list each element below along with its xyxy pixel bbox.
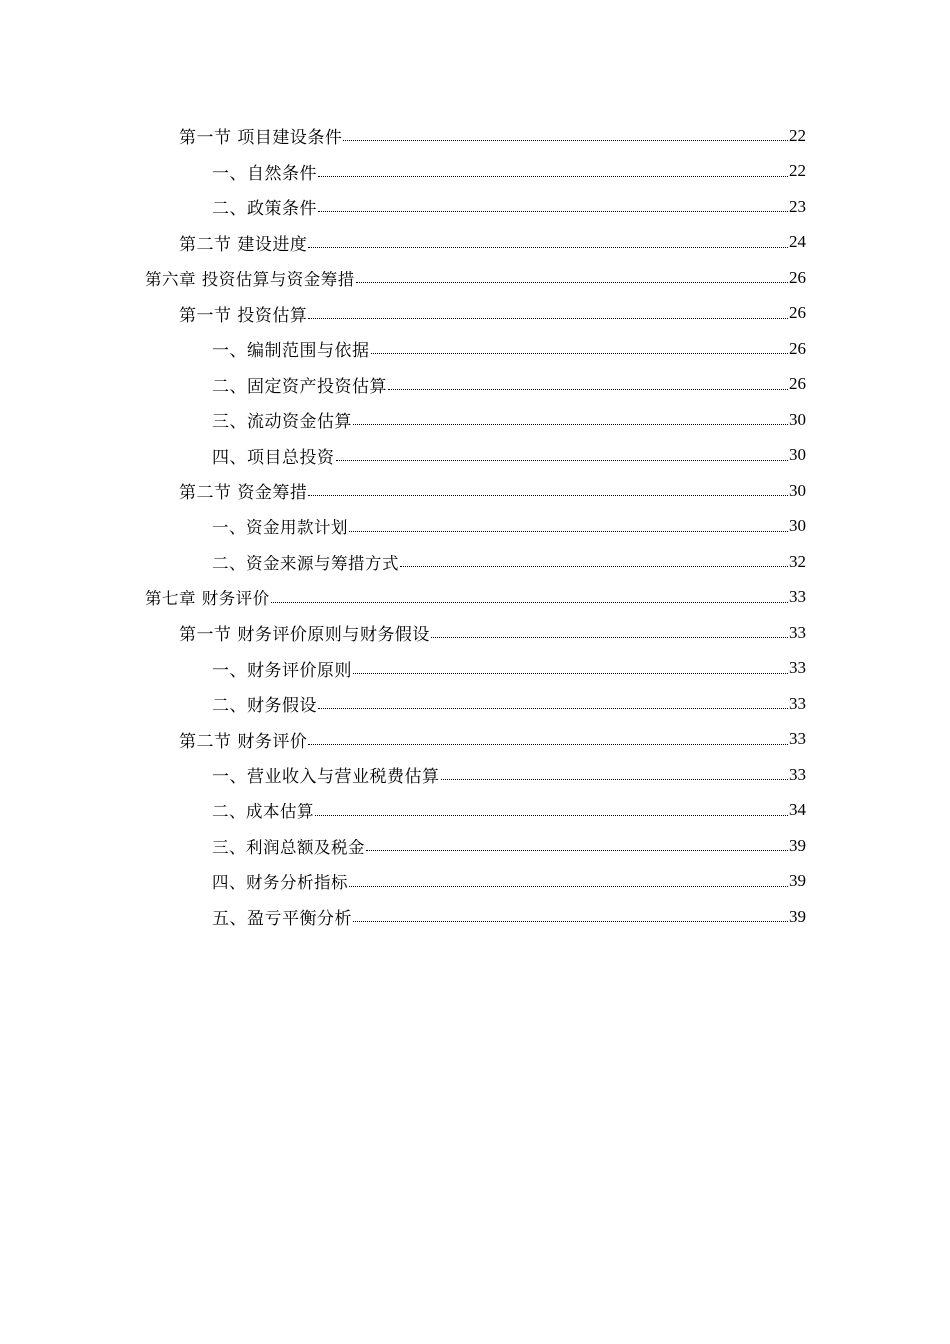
toc-entry-page-number: 26 bbox=[789, 267, 806, 287]
toc-entry-page-number: 33 bbox=[789, 587, 806, 607]
toc-entry-page-number: 30 bbox=[789, 516, 806, 536]
toc-entry-page-number: 39 bbox=[789, 835, 806, 855]
dot-leader bbox=[431, 624, 788, 641]
toc-entry-label: 一、财务评价原则 bbox=[212, 660, 352, 681]
toc-entry-page-number: 23 bbox=[789, 196, 806, 216]
dot-leader bbox=[366, 837, 788, 854]
dot-leader bbox=[388, 376, 788, 393]
dot-leader bbox=[371, 340, 789, 357]
toc-entry-page-number: 30 bbox=[789, 409, 806, 429]
toc-entry-page-number: 30 bbox=[789, 480, 806, 500]
toc-subsection-entry[interactable] bbox=[0, 154, 950, 190]
toc-section-entry[interactable] bbox=[0, 615, 950, 651]
dot-leader bbox=[353, 411, 788, 428]
toc-subsection-entry[interactable] bbox=[0, 402, 950, 438]
toc-section-entry[interactable] bbox=[0, 722, 950, 758]
toc-entry-label: 第二节 建设进度 bbox=[179, 234, 308, 255]
toc-entry-label: 一、营业收入与营业税费估算 bbox=[212, 767, 440, 788]
dot-leader bbox=[343, 127, 788, 144]
toc-section-entry[interactable] bbox=[0, 296, 950, 332]
toc-subsection-entry[interactable] bbox=[0, 899, 950, 935]
toc-entry-page-number: 33 bbox=[789, 693, 806, 713]
toc-entry-page-number: 26 bbox=[789, 374, 806, 394]
toc-subsection-entry[interactable] bbox=[0, 793, 950, 829]
toc-section-entry[interactable] bbox=[0, 225, 950, 261]
toc-subsection-entry[interactable] bbox=[0, 828, 950, 864]
toc-entry-page-number: 33 bbox=[789, 729, 806, 749]
dot-leader bbox=[400, 553, 788, 570]
toc-subsection-entry[interactable] bbox=[0, 864, 950, 900]
toc-entry-label: 一、资金用款计划 bbox=[212, 518, 348, 538]
toc-entry-page-number: 24 bbox=[789, 232, 806, 252]
toc-entry-label: 四、项目总投资 bbox=[212, 447, 335, 468]
toc-entry-page-number: 32 bbox=[789, 551, 806, 571]
toc-section-entry[interactable] bbox=[0, 118, 950, 154]
dot-leader bbox=[308, 482, 788, 499]
toc-entry-label: 四、财务分析指标 bbox=[212, 873, 348, 893]
dot-leader bbox=[318, 198, 788, 215]
toc-entry-page-number: 33 bbox=[789, 658, 806, 678]
toc-entry-label: 二、固定资产投资估算 bbox=[212, 376, 387, 397]
toc-subsection-entry[interactable] bbox=[0, 331, 950, 367]
toc-entry-label: 一、自然条件 bbox=[212, 163, 317, 184]
toc-entry-label: 二、成本估算 bbox=[212, 802, 314, 822]
toc-entry-page-number: 26 bbox=[789, 303, 806, 323]
toc-entry-page-number: 33 bbox=[789, 764, 806, 784]
dot-leader bbox=[308, 305, 788, 322]
toc-entry-label: 三、流动资金估算 bbox=[212, 412, 352, 433]
toc-entry-page-number: 22 bbox=[789, 125, 806, 145]
toc-entry-page-number: 34 bbox=[789, 800, 806, 820]
toc-subsection-entry[interactable] bbox=[0, 367, 950, 403]
toc-entry-label: 第二节 财务评价 bbox=[179, 731, 308, 752]
toc-entry-label: 第一节 投资估算 bbox=[179, 305, 308, 326]
dot-leader bbox=[349, 518, 788, 535]
toc-chapter-entry[interactable] bbox=[0, 260, 950, 296]
toc-entry-label: 二、政策条件 bbox=[212, 199, 317, 220]
toc-subsection-entry[interactable] bbox=[0, 438, 950, 474]
toc-section-entry[interactable] bbox=[0, 473, 950, 509]
toc-entry-label: 五、盈亏平衡分析 bbox=[212, 909, 352, 930]
toc-subsection-entry[interactable] bbox=[0, 757, 950, 793]
toc-entry-label: 二、财务假设 bbox=[212, 696, 317, 717]
toc-chapter-entry[interactable] bbox=[0, 580, 950, 616]
dot-leader bbox=[315, 802, 788, 819]
toc-entry-page-number: 33 bbox=[789, 622, 806, 642]
toc-entry-label: 第二节 资金筹措 bbox=[179, 483, 308, 504]
toc-entry-page-number: 39 bbox=[789, 871, 806, 891]
toc-subsection-entry[interactable] bbox=[0, 544, 950, 580]
dot-leader bbox=[349, 873, 788, 890]
dot-leader bbox=[318, 163, 788, 180]
toc-subsection-entry[interactable] bbox=[0, 189, 950, 225]
dot-leader bbox=[353, 908, 788, 925]
dot-leader bbox=[441, 766, 789, 783]
toc-subsection-entry[interactable] bbox=[0, 686, 950, 722]
dot-leader bbox=[308, 731, 788, 748]
toc-entry-page-number: 22 bbox=[789, 161, 806, 181]
toc-entry-label: 第六章 投资估算与资金筹措 bbox=[145, 269, 355, 289]
dot-leader bbox=[356, 269, 788, 286]
table-of-contents bbox=[0, 118, 950, 935]
toc-entry-label: 第七章 财务评价 bbox=[145, 589, 270, 609]
dot-leader bbox=[336, 447, 789, 464]
toc-entry-label: 第一节 财务评价原则与财务假设 bbox=[179, 625, 430, 646]
dot-leader bbox=[271, 589, 788, 606]
toc-entry-page-number: 26 bbox=[789, 338, 806, 358]
toc-entry-label: 二、资金来源与筹措方式 bbox=[212, 553, 399, 573]
toc-entry-label: 第一节 项目建设条件 bbox=[179, 128, 343, 149]
toc-subsection-entry[interactable] bbox=[0, 509, 950, 545]
dot-leader bbox=[308, 234, 788, 251]
dot-leader bbox=[318, 695, 788, 712]
toc-entry-page-number: 30 bbox=[789, 445, 806, 465]
toc-entry-label: 一、编制范围与依据 bbox=[212, 341, 370, 362]
toc-entry-label: 三、利润总额及税金 bbox=[212, 837, 365, 857]
toc-entry-page-number: 39 bbox=[789, 906, 806, 926]
toc-subsection-entry[interactable] bbox=[0, 651, 950, 687]
dot-leader bbox=[353, 660, 788, 677]
